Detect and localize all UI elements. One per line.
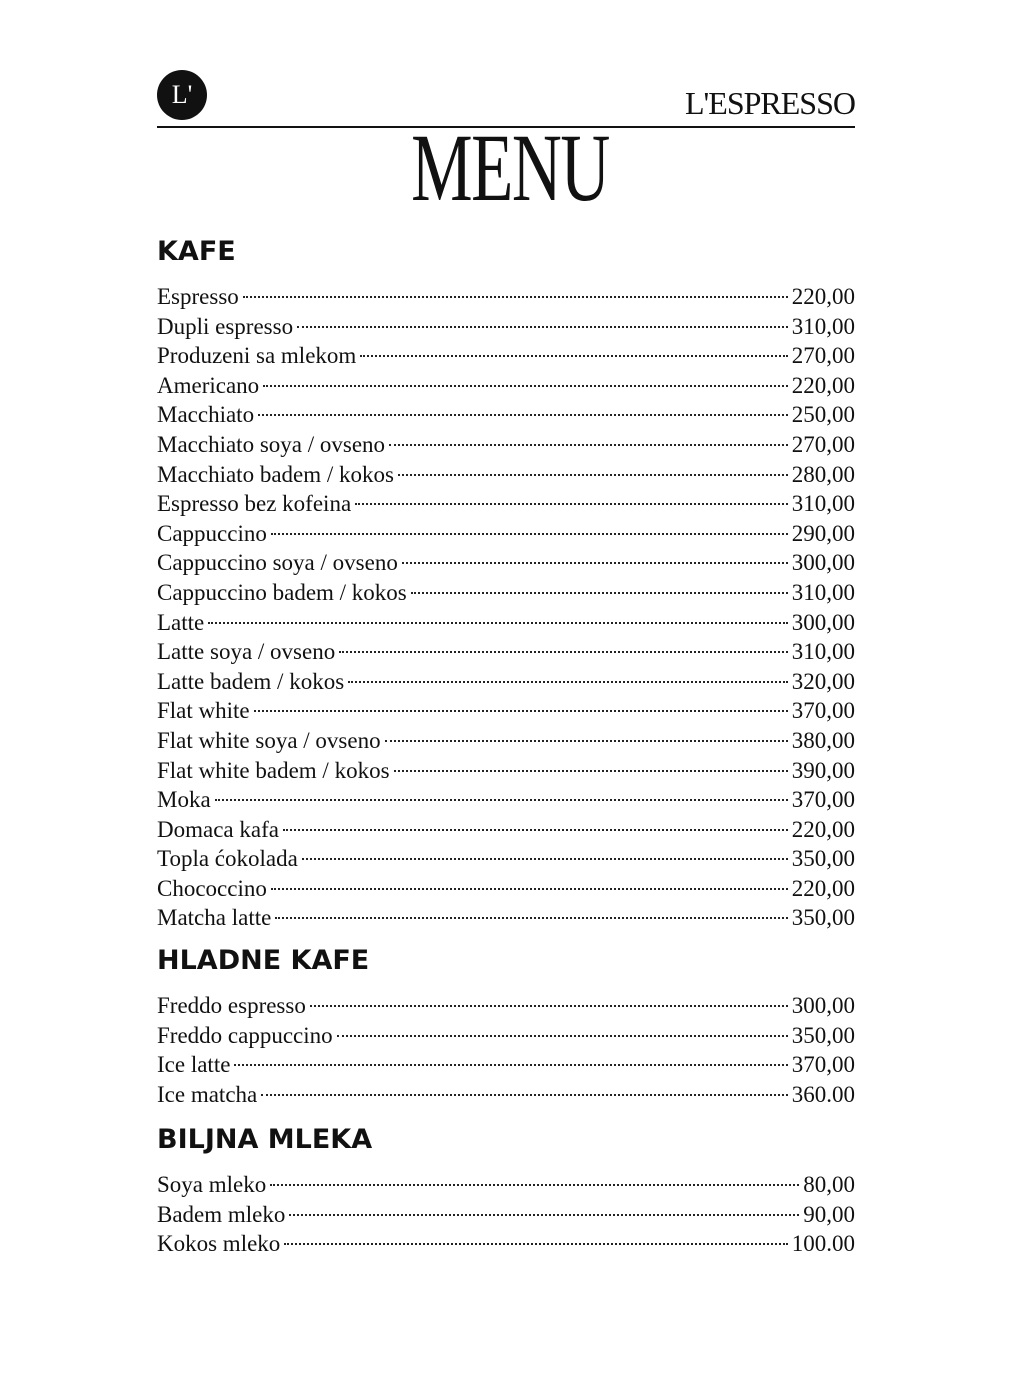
item-price: 220,00 [791, 816, 855, 842]
menu-item [157, 282, 855, 312]
item-price: 370,00 [791, 1052, 855, 1078]
dot-leader [411, 592, 788, 594]
item-name: Flat white badem / kokos [157, 757, 390, 783]
dot-leader [385, 740, 788, 742]
item-name: Macchiato soya / ovseno [157, 431, 386, 457]
menu-item [157, 815, 855, 845]
item-price: 380,00 [791, 727, 855, 753]
item-name: Domaca kafa [157, 816, 279, 842]
dot-leader [394, 770, 788, 772]
item-price: 310,00 [791, 579, 855, 605]
menu-item [157, 1200, 855, 1230]
item-name: Topla ćokolada [157, 846, 298, 872]
item-name: Kokos mleko [157, 1231, 281, 1257]
item-price: 80,00 [803, 1172, 855, 1197]
item-name: Produzeni sa mlekom [157, 343, 357, 369]
menu-item [157, 903, 855, 933]
menu-item [157, 400, 855, 430]
menu-item [157, 756, 855, 786]
dot-leader [360, 355, 787, 357]
item-price: 370,00 [791, 698, 855, 724]
item-name: Matcha latte [157, 905, 272, 931]
item-price: 280,00 [791, 461, 855, 487]
item-name: Latte badem / kokos [157, 668, 345, 694]
dot-leader [297, 326, 788, 328]
item-list [157, 282, 855, 933]
item-name: Flat white [157, 698, 250, 724]
dot-leader [310, 1005, 788, 1007]
section-biljna-mleka [157, 1122, 855, 1259]
dot-leader [339, 651, 788, 653]
item-price: 220,00 [791, 284, 855, 309]
dot-leader [275, 917, 787, 919]
item-price: 220,00 [791, 372, 855, 398]
page-title: MENU [411, 114, 609, 221]
section-title: HLADNE KAFE [157, 945, 370, 976]
dot-leader [234, 1064, 787, 1066]
menu-item [157, 460, 855, 490]
menu-item [157, 726, 855, 756]
item-price: 320,00 [791, 668, 855, 694]
item-price: 90,00 [803, 1201, 855, 1227]
dot-leader [254, 710, 788, 712]
menu-item [157, 844, 855, 874]
dot-leader [289, 1214, 799, 1216]
logo [157, 70, 207, 120]
menu-item [157, 489, 855, 519]
menu-item [157, 667, 855, 697]
item-name: Dupli espresso [157, 313, 294, 339]
dot-leader [302, 858, 788, 860]
item-price: 270,00 [791, 343, 855, 369]
section-title: KAFE [157, 236, 236, 267]
item-list [157, 1170, 855, 1259]
item-name: Latte [157, 609, 205, 635]
item-price: 310,00 [791, 639, 855, 665]
item-name: Macchiato [157, 402, 255, 428]
menu-item [157, 341, 855, 371]
dot-leader [271, 888, 788, 890]
item-price: 350,00 [791, 1022, 855, 1048]
dot-leader [389, 444, 788, 446]
item-name: Soya mleko [157, 1172, 267, 1197]
item-name: Moka [157, 787, 211, 813]
dot-leader [284, 1243, 787, 1245]
item-price: 360.00 [791, 1081, 855, 1107]
item-name: Flat white soya / ovseno [157, 727, 381, 753]
dot-leader [261, 1094, 788, 1096]
item-name: Badem mleko [157, 1201, 286, 1227]
dot-leader [398, 474, 788, 476]
dot-leader [243, 296, 788, 298]
item-name: Cappuccino [157, 520, 267, 546]
dot-leader [263, 385, 788, 387]
item-price: 310,00 [791, 491, 855, 517]
menu-item [157, 371, 855, 401]
menu-item [157, 637, 855, 667]
menu-item [157, 1229, 855, 1259]
item-name: Cappuccino soya / ovseno [157, 550, 398, 576]
logo-text: L' [171, 80, 193, 109]
item-name: Freddo espresso [157, 993, 306, 1018]
menu-item [157, 874, 855, 904]
section-kafe [157, 234, 855, 933]
item-price: 220,00 [791, 875, 855, 901]
dot-leader [337, 1035, 788, 1037]
dot-leader [271, 533, 788, 535]
item-price: 290,00 [791, 520, 855, 546]
item-price: 100.00 [791, 1231, 855, 1257]
item-name: Ice latte [157, 1052, 231, 1078]
item-price: 270,00 [791, 431, 855, 457]
menu-item [157, 578, 855, 608]
item-name: Cappuccino badem / kokos [157, 579, 407, 605]
item-price: 370,00 [791, 787, 855, 813]
menu-item [157, 991, 855, 1021]
menu-item [157, 1080, 855, 1110]
dot-leader [348, 681, 788, 683]
item-name: Espresso [157, 284, 239, 309]
menu-item [157, 785, 855, 815]
menu-item [157, 608, 855, 638]
menu-item [157, 519, 855, 549]
menu-item [157, 548, 855, 578]
menu-item [157, 696, 855, 726]
section-title: BILJNA MLEKA [157, 1124, 373, 1155]
item-price: 390,00 [791, 757, 855, 783]
item-price: 300,00 [791, 993, 855, 1018]
dot-leader [215, 799, 788, 801]
dot-leader [283, 829, 788, 831]
item-price: 250,00 [791, 402, 855, 428]
item-price: 350,00 [791, 905, 855, 931]
dot-leader [208, 622, 788, 624]
item-price: 350,00 [791, 846, 855, 872]
item-list [157, 991, 855, 1109]
item-price: 300,00 [791, 550, 855, 576]
dot-leader [270, 1184, 799, 1186]
item-name: Macchiato badem / kokos [157, 461, 394, 487]
menu-item [157, 312, 855, 342]
item-name: Chococcino [157, 875, 267, 901]
item-name: Americano [157, 372, 260, 398]
section-hladne-kafe [157, 943, 855, 1109]
item-price: 300,00 [791, 609, 855, 635]
item-name: Latte soya / ovseno [157, 639, 336, 665]
menu-item [157, 1050, 855, 1080]
menu-item [157, 1021, 855, 1051]
dot-leader [402, 562, 788, 564]
dot-leader [258, 414, 788, 416]
brand-name: L'ESPRESSO [684, 85, 855, 121]
item-name: Espresso bez kofeina [157, 491, 352, 517]
menu-item [157, 430, 855, 460]
item-price: 310,00 [791, 313, 855, 339]
item-name: Freddo cappuccino [157, 1022, 333, 1048]
menu-item [157, 1170, 855, 1200]
item-name: Ice matcha [157, 1081, 258, 1107]
dot-leader [355, 503, 788, 505]
